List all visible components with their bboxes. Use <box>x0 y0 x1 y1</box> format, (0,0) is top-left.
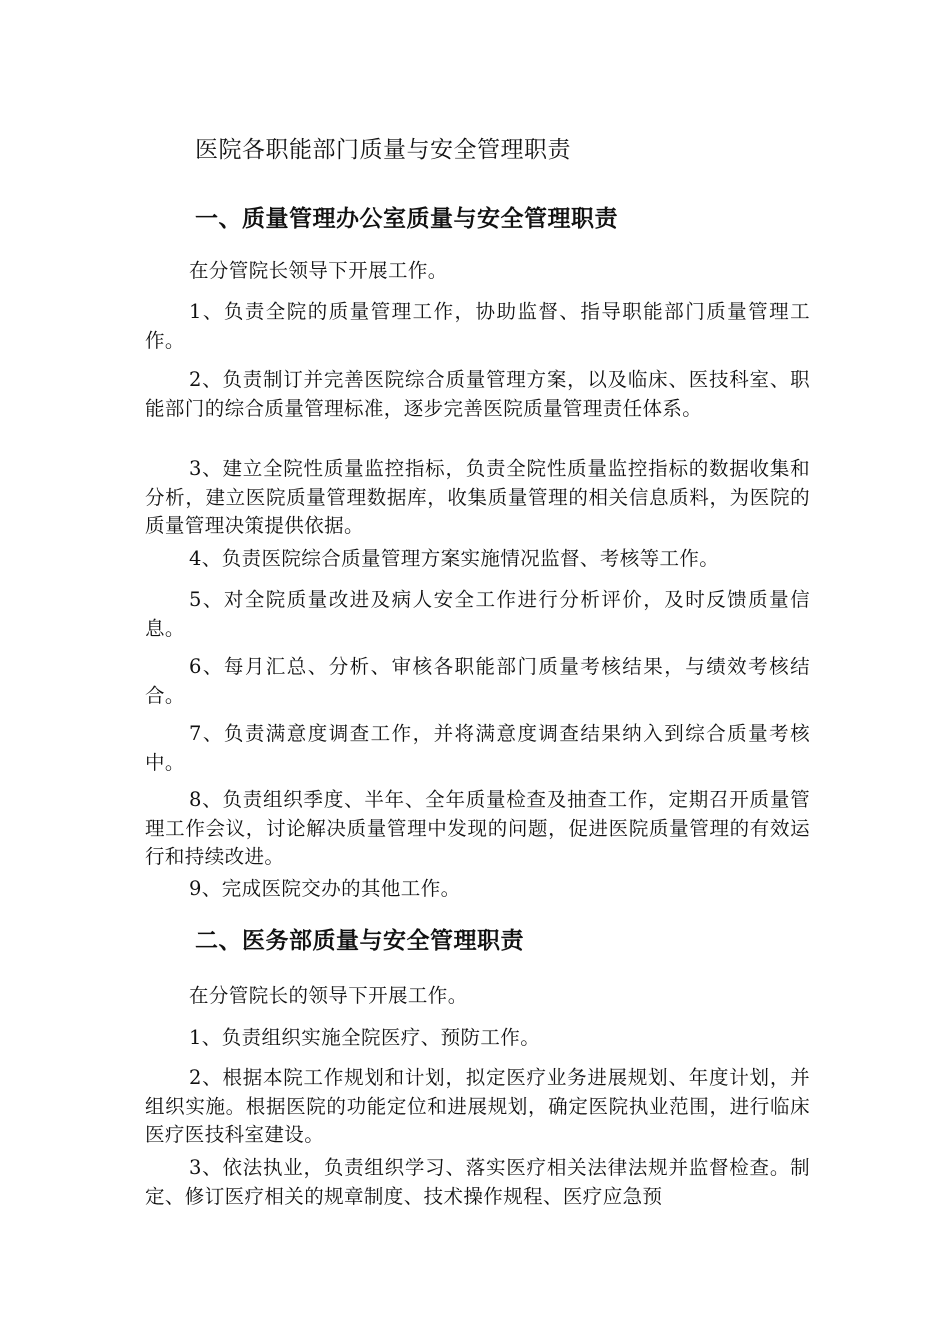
paragraph: 3、依法执业，负责组织学习、落实医疗相关法律法规并监督检查。制定、修订医疗相关的规章制度、技术操作规程、医疗应急预 <box>145 1156 810 1208</box>
paragraph: 8、负责组织季度、半年、全年质量检查及抽查工作，定期召开质量管理工作会议，讨论解决质量管理中发现的问题，促进医院质量管理的有效运行和持续改进。 <box>145 788 810 868</box>
paragraph: 6、每月汇总、分析、审核各职能部门质量考核结果，与绩效考核结合。 <box>145 655 810 707</box>
document-title: 医院各职能部门质量与安全管理职责 <box>195 137 571 163</box>
paragraph: 4、负责医院综合质量管理方案实施情况监督、考核等工作。 <box>189 547 720 570</box>
paragraph: 3、建立全院性质量监控指标，负责全院性质量监控指标的数据收集和分析，建立医院质量管理数据库，收集质量管理的相关信息质料，为医院的质量管理决策提供依据。 <box>145 457 810 537</box>
paragraph: 在分管院长领导下开展工作。 <box>189 259 448 282</box>
paragraph: 7、负责满意度调查工作，并将满意度调查结果纳入到综合质量考核中。 <box>145 722 810 774</box>
paragraph: 9、完成医院交办的其他工作。 <box>189 877 461 900</box>
paragraph: 1、负责全院的质量管理工作，协助监督、指导职能部门质量管理工作。 <box>145 300 810 352</box>
section-heading-quality-office: 一、质量管理办公室质量与安全管理职责 <box>195 206 618 232</box>
paragraph: 在分管院长的领导下开展工作。 <box>189 984 468 1007</box>
paragraph: 5、对全院质量改进及病人安全工作进行分析评价，及时反馈质量信息。 <box>145 588 810 640</box>
paragraph: 2、负责制订并完善医院综合质量管理方案，以及临床、医技科室、职能部门的综合质量管理标准，逐步完善医院质量管理责任体系。 <box>145 368 810 420</box>
paragraph: 2、根据本院工作规划和计划，拟定医疗业务进展规划、年度计划，并组织实施。根据医院的功能定位和进展规划，确定医院执业范围，进行临床医疗医技科室建设。 <box>145 1066 810 1146</box>
section-heading-medical-affairs: 二、医务部质量与安全管理职责 <box>195 928 524 954</box>
paragraph: 1、负责组织实施全院医疗、预防工作。 <box>189 1026 541 1049</box>
